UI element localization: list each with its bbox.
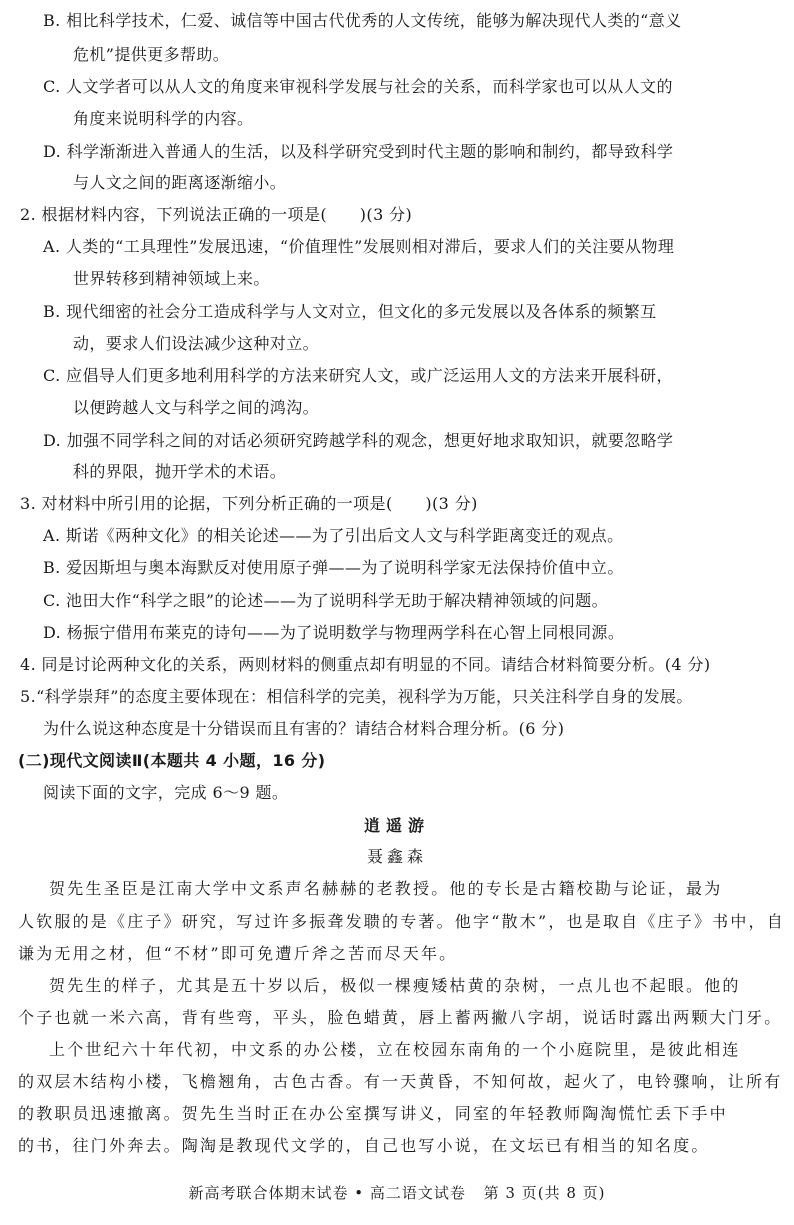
q1-option-d-line-1: D. 科学渐渐进入普通人的生活，以及科学研究受到时代主题的影响和制约，都导致科学 xyxy=(43,142,674,161)
story-title: 逍遥游 xyxy=(363,816,430,835)
q2-option-b-line-2: 动，要求人们设法减少这种对立。 xyxy=(73,334,320,353)
q2-option-c-line-2: 以便跨越人文与科学之间的鸿沟。 xyxy=(73,398,320,417)
q3-stem: 3. 对材料中所引用的论据，下列分析正确的一项是( )(3 分) xyxy=(20,494,478,513)
footer-page-number: 第 3 页(共 8 页) xyxy=(483,1184,606,1202)
page-footer xyxy=(0,1182,794,1203)
q2-option-d-line-1: D. 加强不同学科之间的对话必须研究跨越学科的观念，想更好地求取知识，就要忽略学 xyxy=(43,431,674,450)
footer-exam-title: 新高考联合体期末试卷 • 高二语文试卷 xyxy=(188,1184,466,1202)
q1-option-c-line-1: C. 人文学者可以从人文的角度来审视科学发展与社会的关系，而科学家也可以从人文的 xyxy=(43,77,673,96)
story-author: 聂鑫森 xyxy=(366,847,427,866)
paragraph-line: 的教职员迅速撤离。贺先生当时正在办公室撰写讲义，同室的年轻教师陶淘慌忙丢下手中 xyxy=(18,1104,728,1123)
paragraph-line: 贺先生的样子，尤其是五十岁以后，极似一棵瘦矮枯黄的杂树，一点儿也不起眼。他的 xyxy=(49,976,741,995)
q3-option-d: D. 杨振宁借用布莱克的诗句——为了说明数学与物理两学科在心智上同根同源。 xyxy=(43,623,625,642)
q4-stem: 4. 同是讨论两种文化的关系，两则材料的侧重点却有明显的不同。请结合材料简要分析。(4 分) xyxy=(20,655,711,674)
q1-option-b-line-2: 危机”提供更多帮助。 xyxy=(73,45,230,64)
q5-stem-line-2: 为什么说这种态度是十分错误而且有害的？请结合材料合理分析。(6 分) xyxy=(43,719,565,738)
q2-option-d-line-2: 科的界限，抛开学术的术语。 xyxy=(73,462,287,481)
q3-option-b: B. 爱因斯坦与奥本海默反对使用原子弹——为了说明科学家无法保持价值中立。 xyxy=(43,558,624,577)
paragraph-line: 谦为无用之材，但“不材”即可免遭斤斧之苦而尽天年。 xyxy=(18,944,458,963)
section-instruction: 阅读下面的文字，完成 6～9 题。 xyxy=(43,783,289,802)
paragraph-line: 个子也就一米六高，背有些弯，平头，脸色蜡黄，唇上蓄两撇八字胡，说话时露出两颗大门牙。 xyxy=(18,1008,783,1027)
paragraph-line: 的双层木结构小楼，飞檐翘角，古色古香。有一天黄昏，不知何故，起火了，电铃骤响，让所有 xyxy=(18,1072,783,1091)
q2-stem: 2. 根据材料内容，下列说法正确的一项是( )(3 分) xyxy=(20,205,413,224)
paragraph-line: 人钦服的是《庄子》研究，写过许多振聋发聩的专著。他字“散木”，也是取自《庄子》书中，自 xyxy=(18,912,785,931)
q5-stem-line-1: 5.“科学崇拜”的态度主要体现在：相信科学的完美，视科学为万能，只关注科学自身的发展。 xyxy=(20,687,693,706)
paragraph-line: 贺先生圣臣是江南大学中文系声名赫赫的老教授。他的专长是古籍校勘与论证，最为 xyxy=(49,879,723,898)
paragraph-line: 上个世纪六十年代初，中文系的办公楼，立在校园东南角的一个小庭院里，是彼此相连 xyxy=(49,1040,741,1059)
q2-option-a-line-2: 世界转移到精神领域上来。 xyxy=(73,269,270,288)
q1-option-c-line-2: 角度来说明科学的内容。 xyxy=(73,109,254,128)
q3-option-c: C. 池田大作“科学之眼”的论述——为了说明科学无助于解决精神领域的问题。 xyxy=(43,591,609,610)
q1-option-d-line-2: 与人文之间的距离逐渐缩小。 xyxy=(73,173,287,192)
paragraph-line: 的书，往门外奔去。陶淘是教现代文学的，自己也写小说，在文坛已有相当的知名度。 xyxy=(18,1136,710,1155)
q3-option-a: A. 斯诺《两种文化》的相关论述——为了引出后文人文与科学距离变迁的观点。 xyxy=(43,526,624,545)
q2-option-c-line-1: C. 应倡导人们更多地利用科学的方法来研究人文，或广泛运用人文的方法来开展科研， xyxy=(43,366,673,385)
q2-option-a-line-1: A. 人类的“工具理性”发展迅速，“价值理性”发展则相对滞后，要求人们的关注要从物理 xyxy=(43,237,675,256)
q1-option-b-line-1: B. 相比科学技术，仁爱、诚信等中国古代优秀的人文传统，能够为解决现代人类的“意义 xyxy=(43,11,682,30)
section-heading: (二)现代文阅读Ⅱ(本题共 4 小题，16 分) xyxy=(18,751,326,770)
q2-option-b-line-1: B. 现代细密的社会分工造成科学与人文对立，但文化的多元发展以及各体系的频繁互 xyxy=(43,302,657,321)
